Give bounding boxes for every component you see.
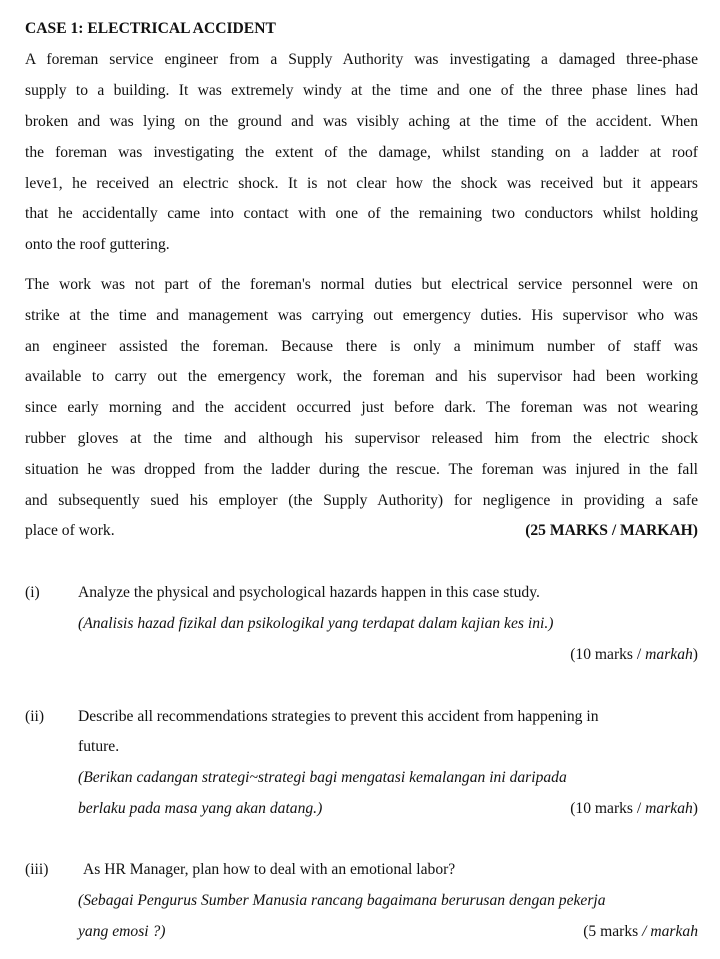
para2-line-1: The work was not part of the foreman's normal duties but electrical service personnel were on — [25, 276, 698, 293]
marks-close: ) — [692, 646, 698, 663]
para2-line-7: situation he was dropped from the ladder during the rescue. The foreman was injured in the fall — [25, 461, 698, 478]
para2-line-6: rubber gloves at the time and although his supervisor released him from the electric shock — [25, 430, 698, 447]
question-1-malay: (Analisis hazad fizikal dan psikologikal yang terdapat dalam kajian kes ini.) — [78, 615, 554, 632]
para2-line-2: strike at the time and management was carrying out emergency duties. His supervisor who was — [25, 307, 698, 324]
para1-line-7: onto the roof guttering. — [25, 236, 170, 253]
para2-line-3: an engineer assisted the foreman. Because there is only a minimum number of staff was — [25, 338, 698, 355]
question-2-malay-line-1: (Berikan cadangan strategi~strategi bagi mengatasi kemalangan ini daripada — [78, 769, 567, 786]
para1-line-6: that he accidentally came into contact with one of the remaining two conductors whilst holding — [25, 205, 698, 222]
para2-line-9: place of work. — [25, 522, 115, 539]
para2-line-4: available to carry out the emergency work, the foreman and his supervisor had been working — [25, 368, 698, 385]
case-total-marks: (25 MARKS / MARKAH) — [525, 522, 698, 539]
marks-italic: markah — [645, 646, 693, 663]
question-1-number: (i) — [25, 584, 40, 601]
question-2-number: (ii) — [25, 708, 45, 725]
marks-text: (5 marks — [583, 923, 643, 940]
question-2-malay-line-2: berlaku pada masa yang akan datang.) — [78, 800, 323, 817]
para1-line-3: broken and was lying on the ground and was visibly aching at the time of the accident. When — [25, 113, 698, 130]
question-3-number: (iii) — [25, 861, 49, 878]
para2-line-8: and subsequently sued his employer (the Supply Authority) for negligence in providing a safe — [25, 492, 698, 509]
marks-close: ) — [692, 800, 698, 817]
question-3-malay-line-1: (Sebagai Pengurus Sumber Manusia rancang bagaimana berurusan dengan pekerja — [78, 892, 606, 909]
marks-italic: markah — [645, 800, 693, 817]
question-2-marks — [450, 800, 698, 818]
para1-line-4: the foreman was investigating the extent of the damage, whilst standing on a ladder at roof — [25, 144, 698, 161]
para1-line-2: supply to a building. It was extremely windy at the time and one of the three phase lines had — [25, 82, 698, 99]
case-title: CASE 1: ELECTRICAL ACCIDENT — [25, 20, 276, 37]
marks-italic: / markah — [642, 923, 698, 940]
marks-text: (10 marks / — [570, 646, 646, 663]
para2-line-5: since early morning and the accident occurred just before dark. The foreman was not wearing — [25, 399, 698, 416]
question-3-malay-line-2: yang emosi ?) — [78, 923, 166, 940]
question-3-marks — [450, 923, 698, 941]
question-2-english-line-1: Describe all recommendations strategies to prevent this accident from happening in — [78, 708, 599, 725]
question-3-english: As HR Manager, plan how to deal with an emotional labor? — [83, 861, 456, 878]
question-1-english: Analyze the physical and psychological hazards happen in this case study. — [78, 584, 540, 601]
para1-line-1: A foreman service engineer from a Supply Authority was investigating a damaged three-phase — [25, 51, 698, 68]
question-2-english-line-2: future. — [78, 738, 120, 755]
marks-text: (10 marks / — [570, 800, 646, 817]
para1-line-5: leve1, he received an electric shock. It is not clear how the shock was received but it appears — [25, 175, 698, 192]
question-1-marks — [450, 646, 698, 664]
